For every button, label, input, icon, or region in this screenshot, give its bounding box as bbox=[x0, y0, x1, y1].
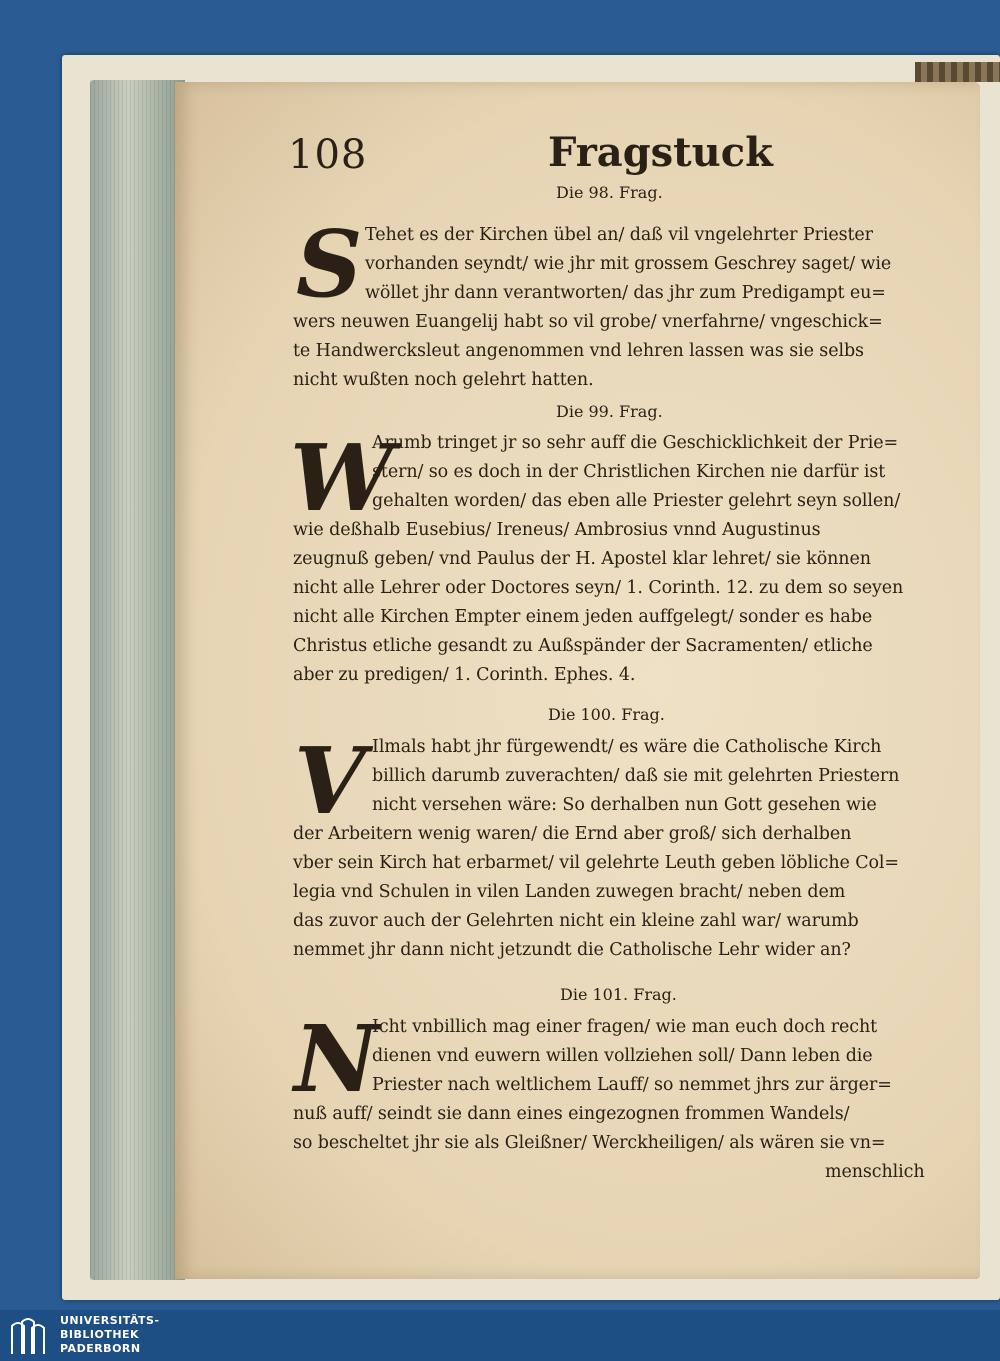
page-stack-edge bbox=[90, 80, 185, 1280]
question-101-line: so bescheltet jhr sie als Gleißner/ Werckheiligen/ als wären sie vn= bbox=[293, 1133, 886, 1153]
question-98-initial: S bbox=[296, 210, 363, 318]
question-99-line: stern/ so es doch in der Christlichen Kirchen nie darfür ist bbox=[372, 462, 886, 482]
question-100-initial: V bbox=[294, 727, 366, 835]
question-99-line: Arumb tringet jr so sehr auff die Geschicklichkeit der Prie= bbox=[372, 433, 899, 453]
question-99-line: wie deßhalb Eusebius/ Ireneus/ Ambrosius vnnd Augustinus bbox=[293, 520, 821, 540]
library-logo-icon bbox=[8, 1316, 48, 1358]
question-99-line: gehalten worden/ das eben alle Priester gelehrt seyn sollen/ bbox=[372, 491, 901, 511]
question-99-line: nicht alle Lehrer oder Doctores seyn/ 1. Corinth. 12. zu dem so seyen bbox=[293, 578, 904, 598]
question-100-line: nemmet jhr dann nicht jetzundt die Catholische Lehr wider an? bbox=[293, 940, 851, 960]
question-98-line: wöllet jhr dann verantworten/ das jhr zum Predigampt eu= bbox=[365, 283, 886, 303]
page-number: 108 bbox=[288, 132, 368, 178]
logo-text-line: UNIVERSITÄTS- bbox=[60, 1314, 160, 1327]
question-100-line: vber sein Kirch hat erbarmet/ vil gelehrte Leuth geben löbliche Col= bbox=[293, 853, 899, 873]
question-98-heading: Die 98. Frag. bbox=[556, 183, 663, 202]
question-101-initial: N bbox=[294, 1005, 379, 1113]
catchword: menschlich bbox=[825, 1162, 925, 1182]
question-101-line: nuß auff/ seindt sie dann eines eingezognen frommen Wandels/ bbox=[293, 1104, 850, 1124]
question-99-initial: W bbox=[290, 424, 394, 532]
question-98-line: Tehet es der Kirchen übel an/ daß vil vngelehrter Priester bbox=[365, 225, 873, 245]
question-100-line: billich darumb zuverachten/ daß sie mit gelehrten Priestern bbox=[372, 766, 900, 786]
question-98-line: vorhanden seyndt/ wie jhr mit grossem Geschrey saget/ wie bbox=[365, 254, 892, 274]
question-100-line: legia vnd Schulen in vilen Landen zuwegen bracht/ neben dem bbox=[293, 882, 846, 902]
question-99-line: zeugnuß geben/ vnd Paulus der H. Apostel klar lehret/ sie können bbox=[293, 549, 871, 569]
question-99-line: nicht alle Kirchen Empter einem jeden auffgelegt/ sonder es habe bbox=[293, 607, 873, 627]
question-101-heading: Die 101. Frag. bbox=[560, 985, 677, 1004]
question-99-line: Christus etliche gesandt zu Außspänder der Sacramenten/ etliche bbox=[293, 636, 873, 656]
question-98-line: nicht wußten noch gelehrt hatten. bbox=[293, 370, 594, 390]
question-100-heading: Die 100. Frag. bbox=[548, 705, 665, 724]
book-headband bbox=[915, 62, 1000, 82]
question-100-line: nicht versehen wäre: So derhalben nun Gott gesehen wie bbox=[372, 795, 877, 815]
question-99-line: aber zu predigen/ 1. Corinth. Ephes. 4. bbox=[293, 665, 636, 685]
question-100-line: Ilmals habt jhr fürgewendt/ es wäre die Catholische Kirch bbox=[372, 737, 882, 757]
question-101-line: Priester nach weltlichem Lauff/ so nemmet jhrs zur ärger= bbox=[372, 1075, 892, 1095]
question-99-heading: Die 99. Frag. bbox=[556, 402, 663, 421]
question-100-line: der Arbeitern wenig waren/ die Ernd aber groß/ sich derhalben bbox=[293, 824, 852, 844]
question-100-line: das zuvor auch der Gelehrten nicht ein kleine zahl war/ warumb bbox=[293, 911, 859, 931]
question-101-line: Icht vnbillich mag einer fragen/ wie man euch doch recht bbox=[372, 1017, 878, 1037]
logo-text-line: PADERBORN bbox=[60, 1342, 141, 1355]
question-101-line: dienen vnd euwern willen vollziehen soll/ Dann leben die bbox=[372, 1046, 873, 1066]
question-98-line: te Handwercksleut angenommen vnd lehren lassen was sie selbs bbox=[293, 341, 864, 361]
logo-text-line: BIBLIOTHEK bbox=[60, 1328, 140, 1341]
running-title: Fragstuck bbox=[548, 129, 773, 176]
question-98-line: wers neuwen Euangelij habt so vil grobe/ vnerfahrne/ vngeschick= bbox=[293, 312, 883, 332]
